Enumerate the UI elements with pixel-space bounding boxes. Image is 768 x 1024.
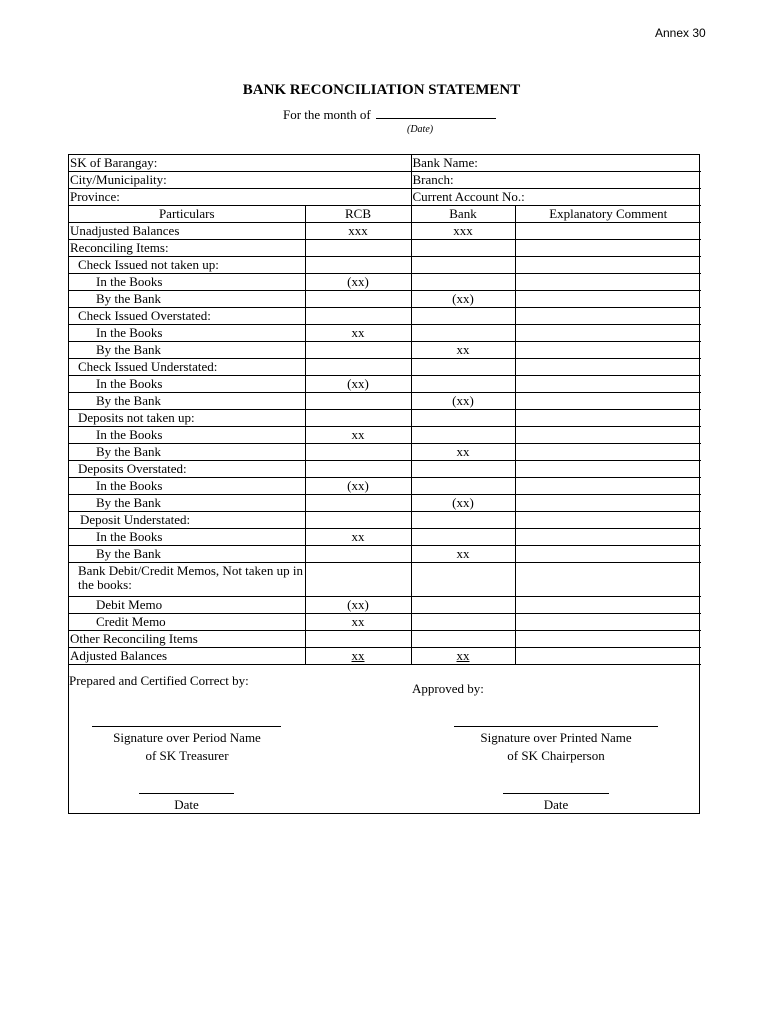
row-label: By the Bank bbox=[69, 495, 305, 512]
row-label: Deposits not taken up: bbox=[69, 410, 305, 427]
row-label: In the Books bbox=[69, 427, 305, 444]
table-row bbox=[69, 308, 701, 325]
bank-cell bbox=[411, 427, 515, 444]
comment-cell bbox=[515, 240, 701, 257]
bank-cell: (xx) bbox=[411, 495, 515, 512]
row-label: In the Books bbox=[69, 478, 305, 495]
row-label: Check Issued Understated: bbox=[69, 359, 305, 376]
branch-label: Branch: bbox=[411, 172, 701, 189]
province-label: Province: bbox=[69, 189, 411, 206]
approved-label: Approved by: bbox=[412, 681, 484, 696]
rcb-cell bbox=[305, 444, 411, 461]
rcb-cell bbox=[305, 495, 411, 512]
rcb-cell: (xx) bbox=[305, 597, 411, 614]
month-label: For the month of bbox=[283, 107, 371, 122]
reconciliation-table bbox=[69, 155, 701, 665]
bank-cell bbox=[411, 376, 515, 393]
rcb-cell: xx bbox=[305, 614, 411, 631]
comment-cell bbox=[515, 546, 701, 563]
rcb-cell bbox=[305, 393, 411, 410]
comment-cell bbox=[515, 325, 701, 342]
row-label: In the Books bbox=[69, 274, 305, 291]
comment-cell bbox=[515, 359, 701, 376]
bank-cell bbox=[411, 461, 515, 478]
sk-barangay-label: SK of Barangay: bbox=[69, 155, 411, 172]
row-label: Reconciling Items: bbox=[69, 240, 305, 257]
bank-name-label: Bank Name: bbox=[411, 155, 701, 172]
table-row bbox=[69, 444, 701, 461]
table-row bbox=[69, 257, 701, 274]
comment-cell bbox=[515, 308, 701, 325]
rcb-cell bbox=[305, 359, 411, 376]
table-row bbox=[69, 240, 701, 257]
bank-cell: xx bbox=[411, 444, 515, 461]
chairperson-date-label: Date bbox=[543, 797, 569, 812]
table-row bbox=[69, 325, 701, 342]
comment-cell bbox=[515, 427, 701, 444]
bank-cell bbox=[411, 529, 515, 546]
table-row bbox=[69, 529, 701, 546]
comment-cell bbox=[515, 376, 701, 393]
month-blank bbox=[376, 106, 496, 119]
rcb-cell bbox=[305, 257, 411, 274]
bank-cell bbox=[411, 274, 515, 291]
chairperson-signature-line bbox=[454, 726, 658, 727]
treasurer-signature-caption-1: Signature over Period Name bbox=[113, 730, 261, 745]
rcb-cell: (xx) bbox=[305, 274, 411, 291]
rcb-cell bbox=[305, 240, 411, 257]
rcb-cell: xx bbox=[305, 529, 411, 546]
rcb-cell bbox=[305, 512, 411, 529]
rcb-cell bbox=[305, 631, 411, 648]
row-label: Check Issued Overstated: bbox=[69, 308, 305, 325]
bank-cell: (xx) bbox=[411, 393, 515, 410]
bank-cell bbox=[411, 614, 515, 631]
bank-cell bbox=[411, 597, 515, 614]
row-label: Check Issued not taken up: bbox=[69, 257, 305, 274]
bank-cell bbox=[411, 257, 515, 274]
column-header-row bbox=[69, 206, 701, 223]
table-row bbox=[69, 563, 701, 597]
table-row bbox=[69, 461, 701, 478]
row-label: By the Bank bbox=[69, 444, 305, 461]
row-label: By the Bank bbox=[69, 291, 305, 308]
chairperson-signature-caption-1: Signature over Printed Name bbox=[480, 730, 632, 745]
table-row bbox=[69, 546, 701, 563]
comment-cell bbox=[515, 529, 701, 546]
bank-cell: (xx) bbox=[411, 291, 515, 308]
bank-cell bbox=[411, 325, 515, 342]
col-rcb: RCB bbox=[305, 206, 411, 223]
month-line bbox=[283, 106, 496, 123]
row-label: Adjusted Balances bbox=[69, 648, 305, 665]
bank-cell bbox=[411, 240, 515, 257]
comment-cell bbox=[515, 614, 701, 631]
bank-cell: xx bbox=[411, 342, 515, 359]
row-label: Other Reconciling Items bbox=[69, 631, 305, 648]
comment-cell bbox=[515, 393, 701, 410]
rcb-cell: (xx) bbox=[305, 478, 411, 495]
prepared-label: Prepared and Certified Correct by: bbox=[69, 673, 249, 688]
city-label: City/Municipality: bbox=[69, 172, 411, 189]
chairperson-date-line bbox=[503, 793, 609, 794]
header-row bbox=[69, 155, 701, 172]
rcb-cell bbox=[305, 563, 411, 597]
table-row bbox=[69, 376, 701, 393]
rcb-cell: xx bbox=[305, 325, 411, 342]
row-label: Credit Memo bbox=[69, 614, 305, 631]
table-row bbox=[69, 274, 701, 291]
rcb-cell: (xx) bbox=[305, 376, 411, 393]
page-title: BANK RECONCILIATION STATEMENT bbox=[242, 82, 521, 98]
comment-cell bbox=[515, 563, 701, 597]
row-label: Unadjusted Balances bbox=[69, 223, 305, 240]
comment-cell bbox=[515, 512, 701, 529]
bank-value: xx bbox=[456, 648, 470, 663]
bank-cell: xxx bbox=[411, 223, 515, 240]
table-row bbox=[69, 359, 701, 376]
annex-number: Annex 30 bbox=[655, 26, 706, 40]
header-row bbox=[69, 172, 701, 189]
table-row bbox=[69, 648, 701, 665]
rcb-cell bbox=[305, 461, 411, 478]
bank-cell bbox=[411, 478, 515, 495]
row-label: In the Books bbox=[69, 325, 305, 342]
reconciliation-form bbox=[68, 154, 700, 814]
rcb-cell bbox=[305, 308, 411, 325]
rcb-cell bbox=[305, 342, 411, 359]
col-explanatory-comment: Explanatory Comment bbox=[515, 206, 701, 223]
date-note: (Date) bbox=[407, 124, 434, 135]
rcb-cell bbox=[305, 291, 411, 308]
row-label: By the Bank bbox=[69, 393, 305, 410]
comment-cell bbox=[515, 631, 701, 648]
rcb-cell: xx bbox=[305, 427, 411, 444]
comment-cell bbox=[515, 478, 701, 495]
bank-cell bbox=[411, 308, 515, 325]
bank-cell: xx bbox=[411, 546, 515, 563]
row-label: In the Books bbox=[69, 376, 305, 393]
table-row bbox=[69, 342, 701, 359]
bank-cell bbox=[411, 359, 515, 376]
col-particulars: Particulars bbox=[69, 206, 305, 223]
row-label: Bank Debit/Credit Memos, Not taken up in the books: bbox=[69, 563, 305, 597]
row-label: By the Bank bbox=[69, 342, 305, 359]
bank-cell bbox=[411, 410, 515, 427]
row-label: Debit Memo bbox=[69, 597, 305, 614]
header-row bbox=[69, 189, 701, 206]
comment-cell bbox=[515, 291, 701, 308]
table-row bbox=[69, 478, 701, 495]
table-row bbox=[69, 597, 701, 614]
bank-cell bbox=[411, 631, 515, 648]
comment-cell bbox=[515, 410, 701, 427]
chairperson-signature-caption-2: of SK Chairperson bbox=[507, 748, 605, 763]
table-row bbox=[69, 495, 701, 512]
table-row bbox=[69, 291, 701, 308]
row-label: Deposits Overstated: bbox=[69, 461, 305, 478]
comment-cell bbox=[515, 648, 701, 665]
account-no-label: Current Account No.: bbox=[411, 189, 701, 206]
comment-cell bbox=[515, 461, 701, 478]
row-label: By the Bank bbox=[69, 546, 305, 563]
treasurer-date-label: Date bbox=[174, 797, 199, 812]
comment-cell bbox=[515, 495, 701, 512]
signature-section bbox=[69, 665, 699, 813]
treasurer-signature-line bbox=[92, 726, 281, 727]
comment-cell bbox=[515, 274, 701, 291]
bank-cell bbox=[411, 648, 515, 665]
row-label: In the Books bbox=[69, 529, 305, 546]
table-row bbox=[69, 631, 701, 648]
rcb-cell bbox=[305, 648, 411, 665]
table-row bbox=[69, 410, 701, 427]
row-label: Deposit Understated: bbox=[69, 512, 305, 529]
table-row bbox=[69, 223, 701, 240]
col-bank: Bank bbox=[411, 206, 515, 223]
bank-cell bbox=[411, 563, 515, 597]
table-row bbox=[69, 427, 701, 444]
comment-cell bbox=[515, 597, 701, 614]
table-row bbox=[69, 512, 701, 529]
comment-cell bbox=[515, 342, 701, 359]
rcb-value: xx bbox=[351, 648, 365, 663]
comment-cell bbox=[515, 223, 701, 240]
rcb-cell bbox=[305, 410, 411, 427]
table-row bbox=[69, 614, 701, 631]
comment-cell bbox=[515, 257, 701, 274]
comment-cell bbox=[515, 444, 701, 461]
table-row bbox=[69, 393, 701, 410]
bank-cell bbox=[411, 512, 515, 529]
rcb-cell: xxx bbox=[305, 223, 411, 240]
treasurer-signature-caption-2: of SK Treasurer bbox=[145, 748, 229, 763]
treasurer-date-line bbox=[139, 793, 234, 794]
rcb-cell bbox=[305, 546, 411, 563]
